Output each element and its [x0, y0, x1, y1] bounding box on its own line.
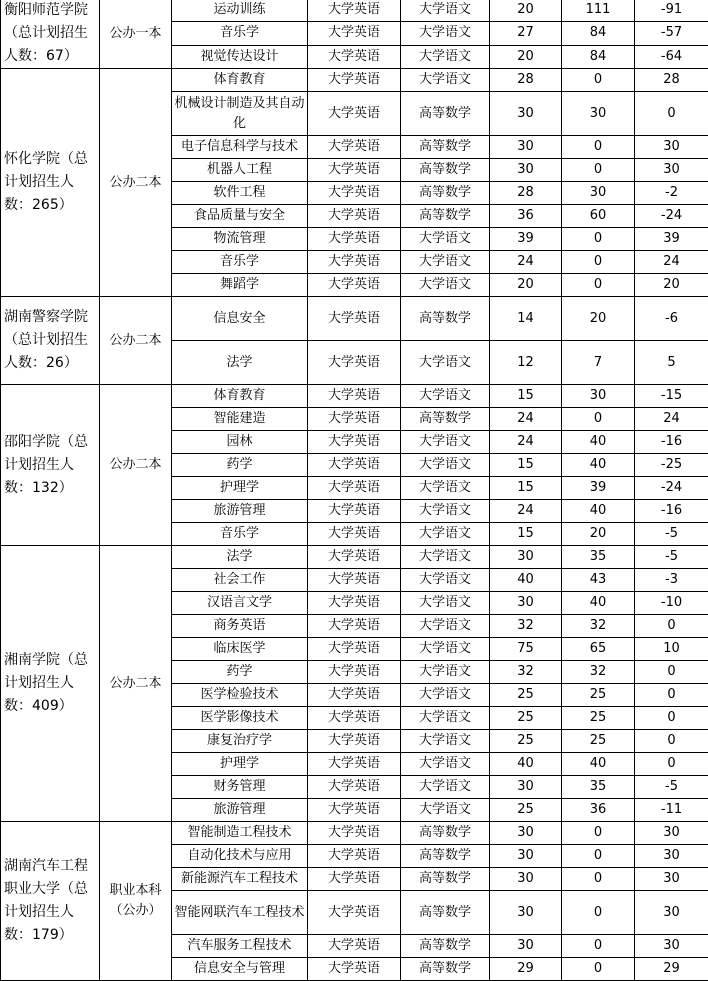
plan-count-cell: 14 — [490, 297, 562, 341]
exam-subject-cell: 高等数学 — [401, 958, 490, 981]
previous-count-cell: 25 — [562, 707, 635, 730]
plan-count-cell: 25 — [490, 799, 562, 822]
exam-subject-cell: 大学语文 — [401, 69, 490, 92]
exam-subject-cell: 大学语文 — [401, 385, 490, 408]
previous-count-cell: 40 — [562, 753, 635, 776]
foreign-language-cell: 大学英语 — [308, 408, 401, 431]
foreign-language-cell: 大学英语 — [308, 822, 401, 845]
major-cell: 汽车服务工程技术 — [172, 935, 308, 958]
major-cell: 药学 — [172, 454, 308, 477]
difference-cell: -10 — [635, 592, 708, 615]
previous-count-cell: 84 — [562, 22, 635, 45]
major-cell: 智能网联汽车工程技术 — [172, 891, 308, 935]
school-type-cell: 公办二本 — [100, 297, 172, 385]
plan-count-cell: 30 — [490, 92, 562, 136]
plan-count-cell: 25 — [490, 707, 562, 730]
major-cell: 旅游管理 — [172, 799, 308, 822]
exam-subject-cell: 大学语文 — [401, 22, 490, 45]
exam-subject-cell: 高等数学 — [401, 408, 490, 431]
plan-count-cell: 24 — [490, 431, 562, 454]
exam-subject-cell: 大学语文 — [401, 454, 490, 477]
foreign-language-cell: 大学英语 — [308, 182, 401, 205]
exam-subject-cell: 大学语文 — [401, 592, 490, 615]
previous-count-cell: 35 — [562, 546, 635, 569]
plan-count-cell: 40 — [490, 753, 562, 776]
plan-count-cell: 30 — [490, 546, 562, 569]
major-cell: 电子信息科学与技术 — [172, 136, 308, 159]
exam-subject-cell: 大学语文 — [401, 251, 490, 274]
plan-count-cell: 24 — [490, 251, 562, 274]
previous-count-cell: 40 — [562, 431, 635, 454]
major-cell: 智能制造工程技术 — [172, 822, 308, 845]
plan-count-cell: 39 — [490, 228, 562, 251]
table-row — [1, 0, 708, 22]
major-cell: 社会工作 — [172, 569, 308, 592]
major-cell: 机械设计制造及其自动化 — [172, 92, 308, 136]
foreign-language-cell: 大学英语 — [308, 385, 401, 408]
major-cell: 软件工程 — [172, 182, 308, 205]
difference-cell: 0 — [635, 753, 708, 776]
plan-count-cell: 25 — [490, 730, 562, 753]
school-name-cell: 怀化学院（总计划招生人数：265） — [1, 69, 100, 297]
exam-subject-cell: 大学语文 — [401, 638, 490, 661]
major-cell: 药学 — [172, 661, 308, 684]
previous-count-cell: 111 — [562, 0, 635, 22]
major-cell: 运动训练 — [172, 0, 308, 22]
previous-count-cell: 0 — [562, 274, 635, 297]
major-cell: 体育教育 — [172, 385, 308, 408]
difference-cell: 24 — [635, 408, 708, 431]
difference-cell: 20 — [635, 274, 708, 297]
previous-count-cell: 40 — [562, 500, 635, 523]
exam-subject-cell: 高等数学 — [401, 136, 490, 159]
foreign-language-cell: 大学英语 — [308, 228, 401, 251]
previous-count-cell: 60 — [562, 205, 635, 228]
previous-count-cell: 0 — [562, 868, 635, 891]
school-name-cell: 邵阳学院（总计划招生人数：132） — [1, 385, 100, 546]
table-row — [1, 69, 708, 92]
previous-count-cell: 84 — [562, 45, 635, 68]
exam-subject-cell: 高等数学 — [401, 92, 490, 136]
exam-subject-cell: 大学语文 — [401, 799, 490, 822]
foreign-language-cell: 大学英语 — [308, 845, 401, 868]
plan-count-cell: 30 — [490, 136, 562, 159]
difference-cell: -91 — [635, 0, 708, 22]
major-cell: 汉语言文学 — [172, 592, 308, 615]
previous-count-cell: 32 — [562, 661, 635, 684]
foreign-language-cell: 大学英语 — [308, 22, 401, 45]
exam-subject-cell: 大学语文 — [401, 228, 490, 251]
plan-count-cell: 15 — [490, 523, 562, 546]
major-cell: 物流管理 — [172, 228, 308, 251]
difference-cell: -5 — [635, 523, 708, 546]
school-type-cell: 公办一本 — [100, 0, 172, 69]
previous-count-cell: 0 — [562, 69, 635, 92]
previous-count-cell: 0 — [562, 228, 635, 251]
major-cell: 医学检验技术 — [172, 684, 308, 707]
school-name-cell: 湖南汽车工程职业大学（总计划招生人数：179） — [1, 822, 100, 981]
major-cell: 智能建造 — [172, 408, 308, 431]
foreign-language-cell: 大学英语 — [308, 500, 401, 523]
exam-subject-cell: 大学语文 — [401, 274, 490, 297]
difference-cell: -24 — [635, 205, 708, 228]
major-cell: 新能源汽车工程技术 — [172, 868, 308, 891]
previous-count-cell: 36 — [562, 799, 635, 822]
difference-cell: -57 — [635, 22, 708, 45]
foreign-language-cell: 大学英语 — [308, 251, 401, 274]
major-cell: 护理学 — [172, 477, 308, 500]
foreign-language-cell: 大学英语 — [308, 523, 401, 546]
plan-count-cell: 24 — [490, 408, 562, 431]
difference-cell: 28 — [635, 69, 708, 92]
foreign-language-cell: 大学英语 — [308, 776, 401, 799]
difference-cell: -11 — [635, 799, 708, 822]
difference-cell: -15 — [635, 385, 708, 408]
difference-cell: -24 — [635, 477, 708, 500]
foreign-language-cell: 大学英语 — [308, 454, 401, 477]
major-cell: 财务管理 — [172, 776, 308, 799]
difference-cell: -16 — [635, 431, 708, 454]
plan-count-cell: 27 — [490, 22, 562, 45]
previous-count-cell: 0 — [562, 935, 635, 958]
exam-subject-cell: 大学语文 — [401, 707, 490, 730]
major-cell: 音乐学 — [172, 523, 308, 546]
exam-subject-cell: 大学语文 — [401, 730, 490, 753]
exam-subject-cell: 高等数学 — [401, 205, 490, 228]
exam-subject-cell: 大学语文 — [401, 0, 490, 22]
previous-count-cell: 39 — [562, 477, 635, 500]
difference-cell: -3 — [635, 569, 708, 592]
major-cell: 商务英语 — [172, 615, 308, 638]
foreign-language-cell: 大学英语 — [308, 638, 401, 661]
foreign-language-cell: 大学英语 — [308, 569, 401, 592]
table-row — [1, 822, 708, 845]
previous-count-cell: 0 — [562, 891, 635, 935]
previous-count-cell: 20 — [562, 523, 635, 546]
difference-cell: 0 — [635, 661, 708, 684]
major-cell: 护理学 — [172, 753, 308, 776]
major-cell: 康复治疗学 — [172, 730, 308, 753]
foreign-language-cell: 大学英语 — [308, 297, 401, 341]
school-name-cell: 衡阳师范学院（总计划招生人数：67） — [1, 0, 100, 69]
major-cell: 医学影像技术 — [172, 707, 308, 730]
school-type-cell: 公办二本 — [100, 69, 172, 297]
previous-count-cell: 0 — [562, 251, 635, 274]
previous-count-cell: 7 — [562, 341, 635, 385]
foreign-language-cell: 大学英语 — [308, 958, 401, 981]
difference-cell: 30 — [635, 822, 708, 845]
foreign-language-cell: 大学英语 — [308, 684, 401, 707]
plan-count-cell: 15 — [490, 454, 562, 477]
foreign-language-cell: 大学英语 — [308, 274, 401, 297]
difference-cell: 30 — [635, 845, 708, 868]
major-cell: 音乐学 — [172, 22, 308, 45]
previous-count-cell: 0 — [562, 136, 635, 159]
major-cell: 视觉传达设计 — [172, 45, 308, 68]
exam-subject-cell: 大学语文 — [401, 661, 490, 684]
foreign-language-cell: 大学英语 — [308, 136, 401, 159]
foreign-language-cell: 大学英语 — [308, 546, 401, 569]
plan-count-cell: 29 — [490, 958, 562, 981]
plan-count-cell: 30 — [490, 159, 562, 182]
foreign-language-cell: 大学英语 — [308, 92, 401, 136]
major-cell: 舞蹈学 — [172, 274, 308, 297]
foreign-language-cell: 大学英语 — [308, 0, 401, 22]
previous-count-cell: 0 — [562, 408, 635, 431]
plan-count-cell: 28 — [490, 69, 562, 92]
foreign-language-cell: 大学英语 — [308, 45, 401, 68]
exam-subject-cell: 大学语文 — [401, 500, 490, 523]
major-cell: 信息安全与管理 — [172, 958, 308, 981]
difference-cell: -16 — [635, 500, 708, 523]
foreign-language-cell: 大学英语 — [308, 730, 401, 753]
difference-cell: 5 — [635, 341, 708, 385]
school-type-cell: 公办二本 — [100, 546, 172, 822]
difference-cell: 0 — [635, 684, 708, 707]
previous-count-cell: 35 — [562, 776, 635, 799]
exam-subject-cell: 大学语文 — [401, 753, 490, 776]
major-cell: 临床医学 — [172, 638, 308, 661]
exam-subject-cell: 高等数学 — [401, 935, 490, 958]
difference-cell: 0 — [635, 730, 708, 753]
foreign-language-cell: 大学英语 — [308, 891, 401, 935]
foreign-language-cell: 大学英语 — [308, 205, 401, 228]
difference-cell: 30 — [635, 159, 708, 182]
previous-count-cell: 40 — [562, 592, 635, 615]
plan-count-cell: 36 — [490, 205, 562, 228]
plan-count-cell: 20 — [490, 274, 562, 297]
table-row — [1, 385, 708, 408]
table-body — [1, 0, 708, 981]
exam-subject-cell: 大学语文 — [401, 546, 490, 569]
plan-count-cell: 30 — [490, 891, 562, 935]
foreign-language-cell: 大学英语 — [308, 431, 401, 454]
difference-cell: 39 — [635, 228, 708, 251]
foreign-language-cell: 大学英语 — [308, 159, 401, 182]
foreign-language-cell: 大学英语 — [308, 799, 401, 822]
previous-count-cell: 30 — [562, 385, 635, 408]
exam-subject-cell: 大学语文 — [401, 431, 490, 454]
plan-count-cell: 30 — [490, 935, 562, 958]
previous-count-cell: 32 — [562, 615, 635, 638]
difference-cell: 10 — [635, 638, 708, 661]
major-cell: 法学 — [172, 341, 308, 385]
plan-count-cell: 30 — [490, 868, 562, 891]
difference-cell: -2 — [635, 182, 708, 205]
exam-subject-cell: 大学语文 — [401, 45, 490, 68]
table-row — [1, 546, 708, 569]
plan-count-cell: 25 — [490, 684, 562, 707]
previous-count-cell: 30 — [562, 92, 635, 136]
foreign-language-cell: 大学英语 — [308, 477, 401, 500]
exam-subject-cell: 大学语文 — [401, 341, 490, 385]
exam-subject-cell: 高等数学 — [401, 822, 490, 845]
plan-count-cell: 28 — [490, 182, 562, 205]
previous-count-cell: 0 — [562, 159, 635, 182]
exam-subject-cell: 大学语文 — [401, 523, 490, 546]
difference-cell: 30 — [635, 891, 708, 935]
major-cell: 食品质量与安全 — [172, 205, 308, 228]
exam-subject-cell: 高等数学 — [401, 159, 490, 182]
major-cell: 体育教育 — [172, 69, 308, 92]
foreign-language-cell: 大学英语 — [308, 753, 401, 776]
exam-subject-cell: 大学语文 — [401, 569, 490, 592]
plan-count-cell: 24 — [490, 500, 562, 523]
exam-subject-cell: 高等数学 — [401, 891, 490, 935]
exam-subject-cell: 大学语文 — [401, 776, 490, 799]
foreign-language-cell: 大学英语 — [308, 592, 401, 615]
exam-subject-cell: 大学语文 — [401, 684, 490, 707]
plan-count-cell: 75 — [490, 638, 562, 661]
foreign-language-cell: 大学英语 — [308, 341, 401, 385]
previous-count-cell: 0 — [562, 845, 635, 868]
major-cell: 园林 — [172, 431, 308, 454]
difference-cell: 0 — [635, 707, 708, 730]
plan-count-cell: 20 — [490, 45, 562, 68]
school-type-cell: 公办二本 — [100, 385, 172, 546]
previous-count-cell: 0 — [562, 958, 635, 981]
plan-count-cell: 30 — [490, 776, 562, 799]
major-cell: 机器人工程 — [172, 159, 308, 182]
foreign-language-cell: 大学英语 — [308, 868, 401, 891]
difference-cell: -6 — [635, 297, 708, 341]
foreign-language-cell: 大学英语 — [308, 69, 401, 92]
difference-cell: -5 — [635, 776, 708, 799]
difference-cell: -25 — [635, 454, 708, 477]
major-cell: 旅游管理 — [172, 500, 308, 523]
previous-count-cell: 65 — [562, 638, 635, 661]
previous-count-cell: 0 — [562, 822, 635, 845]
exam-subject-cell: 高等数学 — [401, 297, 490, 341]
major-cell: 音乐学 — [172, 251, 308, 274]
exam-subject-cell: 大学语文 — [401, 477, 490, 500]
major-cell: 自动化技术与应用 — [172, 845, 308, 868]
school-name-cell: 湖南警察学院（总计划招生人数：26） — [1, 297, 100, 385]
difference-cell: 0 — [635, 92, 708, 136]
previous-count-cell: 30 — [562, 182, 635, 205]
plan-count-cell: 12 — [490, 341, 562, 385]
school-name-cell: 湘南学院（总计划招生人数：409） — [1, 546, 100, 822]
exam-subject-cell: 高等数学 — [401, 182, 490, 205]
school-type-cell: 职业本科（公办） — [100, 822, 172, 981]
major-cell: 信息安全 — [172, 297, 308, 341]
difference-cell: -64 — [635, 45, 708, 68]
exam-subject-cell: 大学语文 — [401, 615, 490, 638]
plan-count-cell: 32 — [490, 661, 562, 684]
plan-count-cell: 40 — [490, 569, 562, 592]
difference-cell: -5 — [635, 546, 708, 569]
exam-subject-cell: 高等数学 — [401, 868, 490, 891]
difference-cell: 0 — [635, 615, 708, 638]
foreign-language-cell: 大学英语 — [308, 661, 401, 684]
foreign-language-cell: 大学英语 — [308, 935, 401, 958]
foreign-language-cell: 大学英语 — [308, 615, 401, 638]
table-row — [1, 297, 708, 341]
major-cell: 法学 — [172, 546, 308, 569]
previous-count-cell: 20 — [562, 297, 635, 341]
previous-count-cell: 25 — [562, 730, 635, 753]
foreign-language-cell: 大学英语 — [308, 707, 401, 730]
previous-count-cell: 25 — [562, 684, 635, 707]
previous-count-cell: 43 — [562, 569, 635, 592]
difference-cell: 29 — [635, 958, 708, 981]
plan-count-cell: 20 — [490, 0, 562, 22]
plan-count-cell: 30 — [490, 592, 562, 615]
difference-cell: 30 — [635, 935, 708, 958]
difference-cell: 30 — [635, 868, 708, 891]
exam-subject-cell: 高等数学 — [401, 845, 490, 868]
previous-count-cell: 40 — [562, 454, 635, 477]
plan-count-cell: 30 — [490, 845, 562, 868]
plan-count-cell: 32 — [490, 615, 562, 638]
difference-cell: 30 — [635, 136, 708, 159]
plan-count-cell: 30 — [490, 822, 562, 845]
plan-count-cell: 15 — [490, 477, 562, 500]
plan-count-cell: 15 — [490, 385, 562, 408]
difference-cell: 24 — [635, 251, 708, 274]
